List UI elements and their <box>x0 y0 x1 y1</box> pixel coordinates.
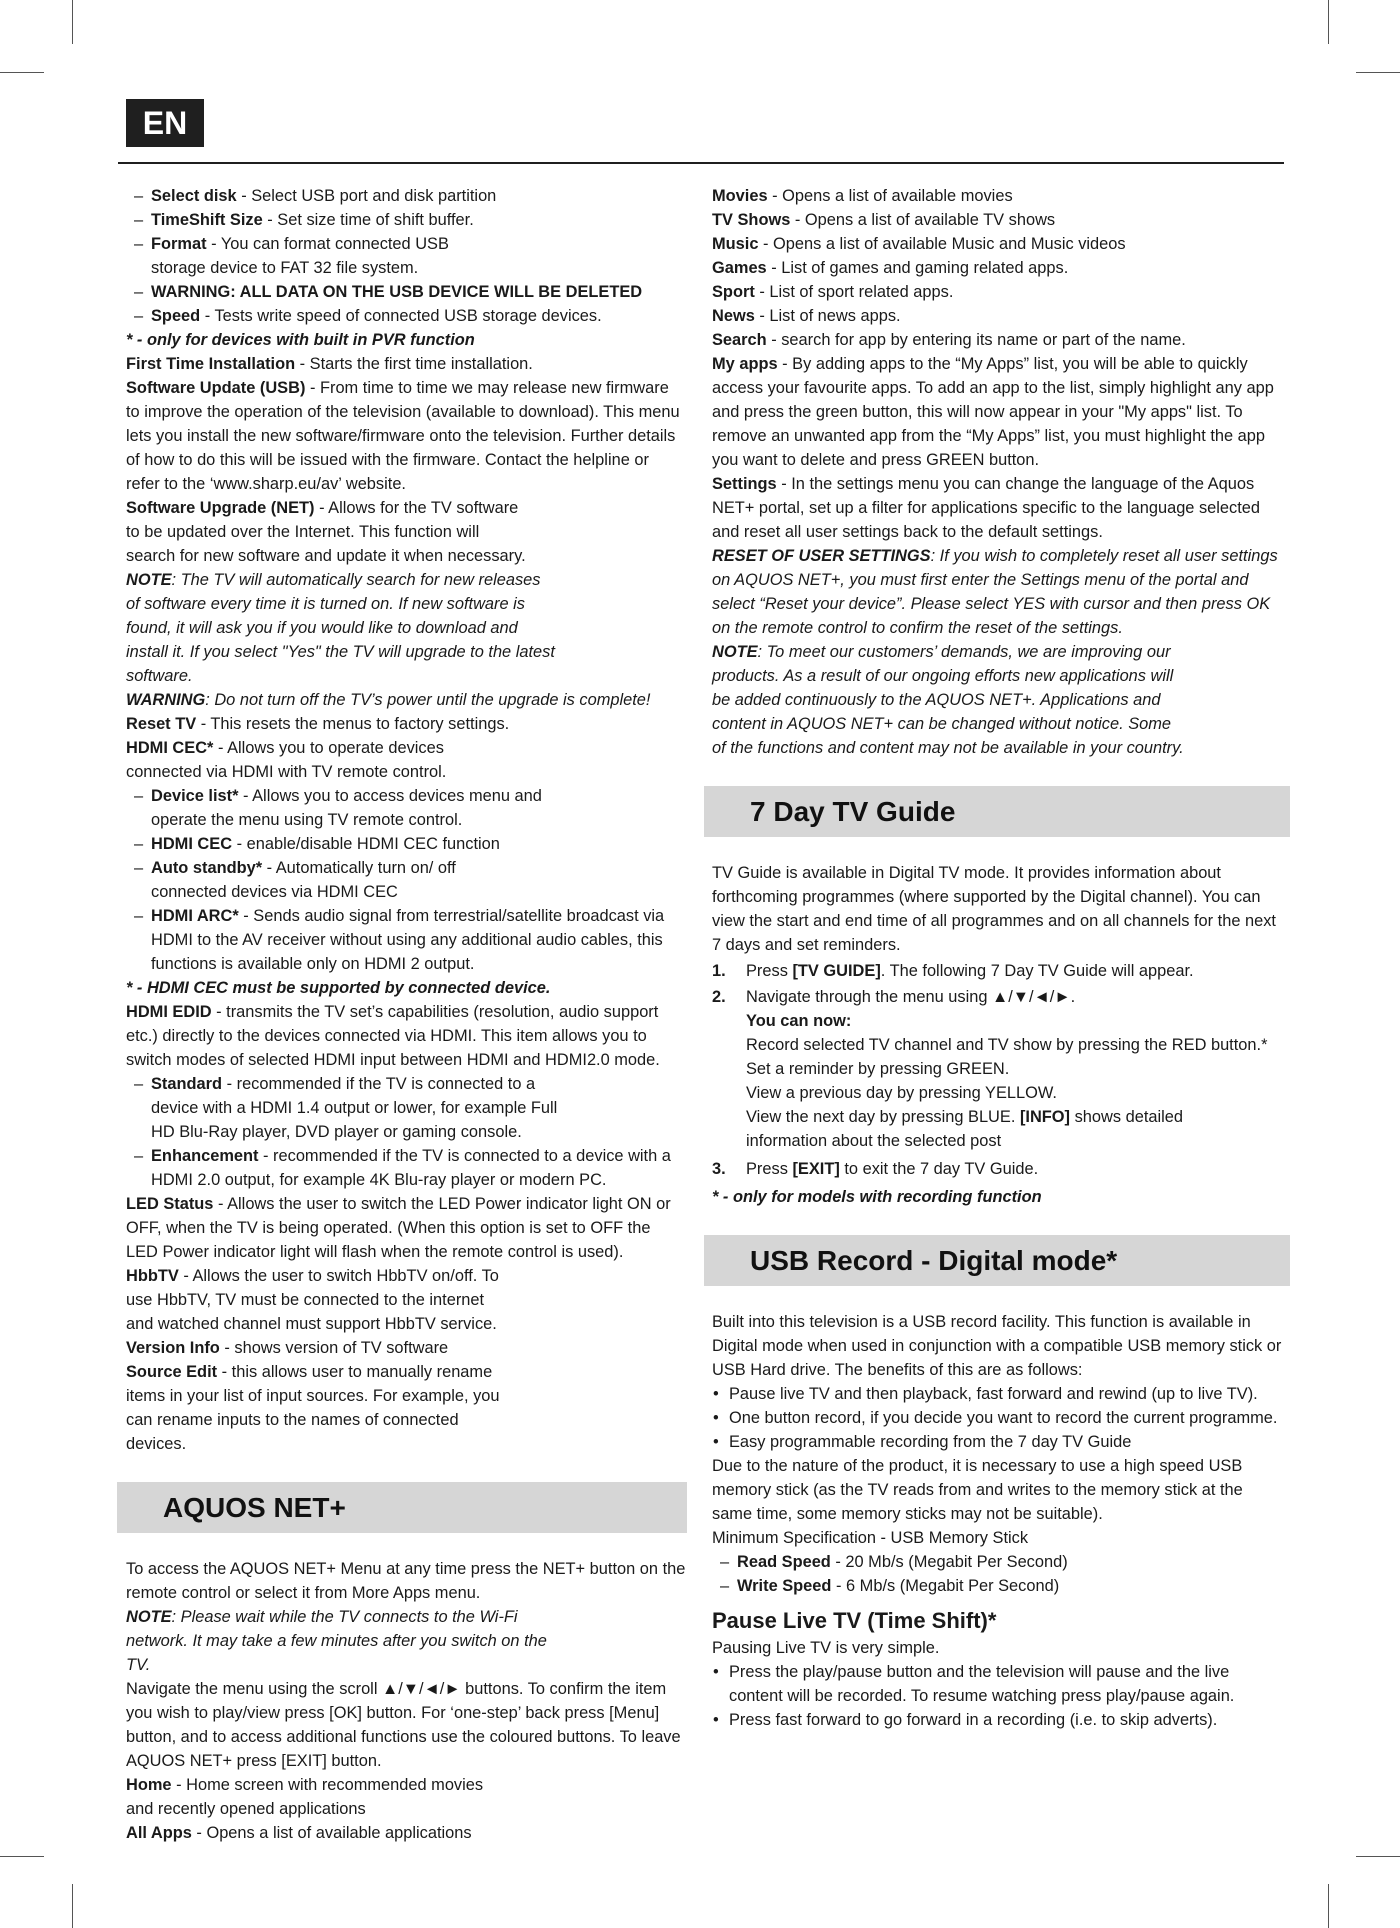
crop-mark <box>1356 1856 1400 1857</box>
app-category-music: Music - Opens a list of available Music and Music videos <box>712 235 1126 253</box>
guide-note: * - only for models with recording function <box>712 1188 1042 1206</box>
app-category-tv-shows: TV Shows - Opens a list of available TV shows <box>712 211 1056 229</box>
aquos-all-apps: All Apps - Opens a list of available applications <box>126 1824 472 1842</box>
list-item: – Select disk - Select USB port and disk partition <box>126 184 686 208</box>
usb-intro: Built into this television is a USB record facility. This function is available in Digital mode when used in conjunction with a compatible USB memory stick or USB Hard drive. The benefits of this are as follows: <box>712 1313 1282 1379</box>
guide-intro: TV Guide is available in Digital TV mode. It provides information about forthcoming programmes (where supported by the Digital channel). You can view the start and end time of all programmes and on all channels for the next 7 days and set reminders. <box>712 864 1276 954</box>
section-title-aquos: AQUOS NET+ <box>117 1482 687 1533</box>
app-category-my-apps: My apps - By adding apps to the “My Apps” list, you will be able to quickly access your favourite apps. To add an app to the list, simply highlight any app and press the green button, this will now appear in your "My apps" list. To remove an unwanted app from the “My Apps” list, you must highlight the app you want to delete and press GREEN button. <box>712 355 1274 469</box>
reset-tv: Reset TV - This resets the menus to factory settings. <box>126 715 510 733</box>
list-item: • One button record, if you decide you want to record the current programme. <box>712 1406 1282 1430</box>
list-item: • Pause live TV and then playback, fast forward and rewind (up to live TV). <box>712 1382 1282 1406</box>
crop-mark <box>0 1856 44 1857</box>
apps-note: NOTE: To meet our customers’ demands, we are improving our products. As a result of our ongoing efforts new applications will be added continuously to the AQUOS NET+. Applications and content in AQUOS NET+ can be changed without notice. Some of the functions and content may not be available in your country. <box>712 643 1184 757</box>
crop-mark <box>1356 72 1400 73</box>
hdmi-edid: HDMI EDID - transmits the TV set’s capabilities (resolution, audio support etc.) directly to the devices connected via HDMI. This item allows you to switch modes of selected HDMI input between HDMI and HDMI2.0 mode. <box>126 1003 660 1069</box>
list-item: – Standard - recommended if the TV is connected to a device with a HDMI 1.4 output or lower, for example Full HD Blu-Ray player, DVD player or gaming console. <box>126 1072 686 1144</box>
hdmi-cec: HDMI CEC* - Allows you to operate devices connected via HDMI with TV remote control. <box>126 739 447 781</box>
aquos-navigation: Navigate the menu using the scroll ▲/▼/◄/► buttons. To confirm the item you wish to play/view press [OK] button. For ‘one-step’ back press [Menu] button, and to access additional functions use the coloured buttons. To leave AQUOS NET+ press [EXIT] button. <box>126 1680 681 1770</box>
header-rule <box>118 162 1284 164</box>
software-upgrade-net: Software Upgrade (NET) - Allows for the TV software to be updated over the Internet. This function will search for new software and update it when necessary. <box>126 499 526 565</box>
guide-step: 3. Press [EXIT] to exit the 7 day TV Guide. <box>712 1160 1039 1178</box>
version-info: Version Info - shows version of TV software <box>126 1339 449 1357</box>
crop-mark <box>72 1884 73 1928</box>
list-item: – HDMI ARC* - Sends audio signal from terrestrial/satellite broadcast via HDMI to the AV receiver without using any additional audio cables, this functions is available only on HDMI 2 output. <box>126 904 686 976</box>
aquos-home: Home - Home screen with recommended movies and recently opened applications <box>126 1776 484 1818</box>
right-column <box>712 184 1282 1732</box>
hbbtv: HbbTV - Allows the user to switch HbbTV on/off. To use HbbTV, TV must be connected to the internet and watched channel must support HbbTV service. <box>126 1267 499 1333</box>
list-item: • Press the play/pause button and the television will pause and the live content will be recorded. To resume watching press play/pause again. <box>712 1660 1282 1708</box>
app-category-search: Search - search for app by entering its name or part of the name. <box>712 331 1186 349</box>
update-warning: WARNING: Do not turn off the TV’s power until the upgrade is complete! <box>126 691 651 709</box>
list-item: – Format - You can format connected USB storage device to FAT 32 file system. <box>126 232 686 280</box>
app-category-movies: Movies - Opens a list of available movies <box>712 187 1013 205</box>
list-item: • Easy programmable recording from the 7 day TV Guide <box>712 1430 1282 1454</box>
list-item: – Write Speed - 6 Mb/s (Megabit Per Second) <box>712 1574 1282 1598</box>
aquos-intro: To access the AQUOS NET+ Menu at any time press the NET+ button on the remote control or select it from More Apps menu. <box>126 1560 686 1602</box>
list-item: – Enhancement - recommended if the TV is connected to a device with a HDMI 2.0 output, for example 4K Blu-ray player or modern PC. <box>126 1144 686 1192</box>
led-status: LED Status - Allows the user to switch the LED Power indicator light ON or OFF, when the TV is being operated. (When this option is set to OFF the LED Power indicator light will flash when the remote control is used). <box>126 1195 671 1261</box>
aquos-note: NOTE: Please wait while the TV connects to the Wi-Fi network. It may take a few minutes after you switch on the TV. <box>126 1608 547 1674</box>
source-edit: Source Edit - this allows user to manually rename items in your list of input sources. For example, you can rename inputs to the names of connected devices. <box>126 1363 500 1453</box>
list-item: – WARNING: ALL DATA ON THE USB DEVICE WILL BE DELETED <box>126 280 686 304</box>
crop-mark <box>1328 1884 1329 1928</box>
left-column <box>126 184 686 1845</box>
guide-step: 2. Navigate through the menu using ▲/▼/◄/►. You can now: Record selected TV channel and TV show by pressing the RED button.* Set a reminder by pressing GREEN. View a previous day by pressing YELLOW. View the next day by pressing BLUE. [INFO] shows detailed information about the selected post <box>712 988 1268 1150</box>
list-item: – TimeShift Size - Set size time of shift buffer. <box>126 208 686 232</box>
list-item: – HDMI CEC - enable/disable HDMI CEC function <box>126 832 686 856</box>
language-badge: EN <box>126 99 204 147</box>
list-item: – Auto standby* - Automatically turn on/ off connected devices via HDMI CEC <box>126 856 686 904</box>
list-item: – Speed - Tests write speed of connected USB storage devices. <box>126 304 686 328</box>
software-update-usb: Software Update (USB) - From time to time we may release new firmware to improve the operation of the television (available to download). This menu lets you install the new software/firmware onto the television. Further details of how to do this will be issued with the firmware. Contact the helpline or refer to the ‘www.sharp.eu/av’ website. <box>126 379 680 493</box>
list-item: • Press fast forward to go forward in a recording (i.e. to skip adverts). <box>712 1708 1282 1732</box>
subsection-title-pause-live-tv: Pause Live TV (Time Shift)* <box>712 1608 997 1633</box>
app-category-news: News - List of news apps. <box>712 307 901 325</box>
app-category-sport: Sport - List of sport related apps. <box>712 283 954 301</box>
usb-requirement: Due to the nature of the product, it is necessary to use a high speed USB memory stick (as the TV reads from and writes to the memory stick at the same time, some memory sticks may not be suitable). <box>712 1457 1243 1523</box>
list-item: – Read Speed - 20 Mb/s (Megabit Per Second) <box>712 1550 1282 1574</box>
app-category-settings: Settings - In the settings menu you can change the language of the Aquos NET+ portal, set up a filter for applications specific to the language selected and reset all user settings back to the default settings. <box>712 475 1261 541</box>
first-time-installation: First Time Installation - Starts the first time installation. <box>126 355 533 373</box>
pause-intro: Pausing Live TV is very simple. <box>712 1639 940 1657</box>
app-category-games: Games - List of games and gaming related apps. <box>712 259 1069 277</box>
reset-user-settings-note: RESET OF USER SETTINGS: If you wish to completely reset all user settings on AQUOS NET+, you must first enter the Settings menu of the portal and select “Reset your device”. Please select YES with cursor and then press OK on the remote control to confirm the reset of the settings. <box>712 547 1278 637</box>
list-item: – Device list* - Allows you to access devices menu and operate the menu using TV remote control. <box>126 784 686 832</box>
crop-mark <box>72 0 73 44</box>
section-title-usb-record: USB Record - Digital mode* <box>704 1235 1290 1286</box>
crop-mark <box>0 72 44 73</box>
update-note: NOTE: The TV will automatically search for new releases of software every time it is turned on. If new software is found, it will ask you if you would like to download and install it. If you select "Yes" the TV will upgrade to the latest software. <box>126 571 555 685</box>
guide-step: 1. Press [TV GUIDE]. The following 7 Day TV Guide will appear. <box>712 962 1194 980</box>
crop-mark <box>1328 0 1329 44</box>
section-title-tv-guide: 7 Day TV Guide <box>704 786 1290 837</box>
pvr-note: * - only for devices with built in PVR function <box>126 331 475 349</box>
cec-note: * - HDMI CEC must be supported by connected device. <box>126 979 551 997</box>
usb-min-spec: Minimum Specification - USB Memory Stick <box>712 1529 1029 1547</box>
